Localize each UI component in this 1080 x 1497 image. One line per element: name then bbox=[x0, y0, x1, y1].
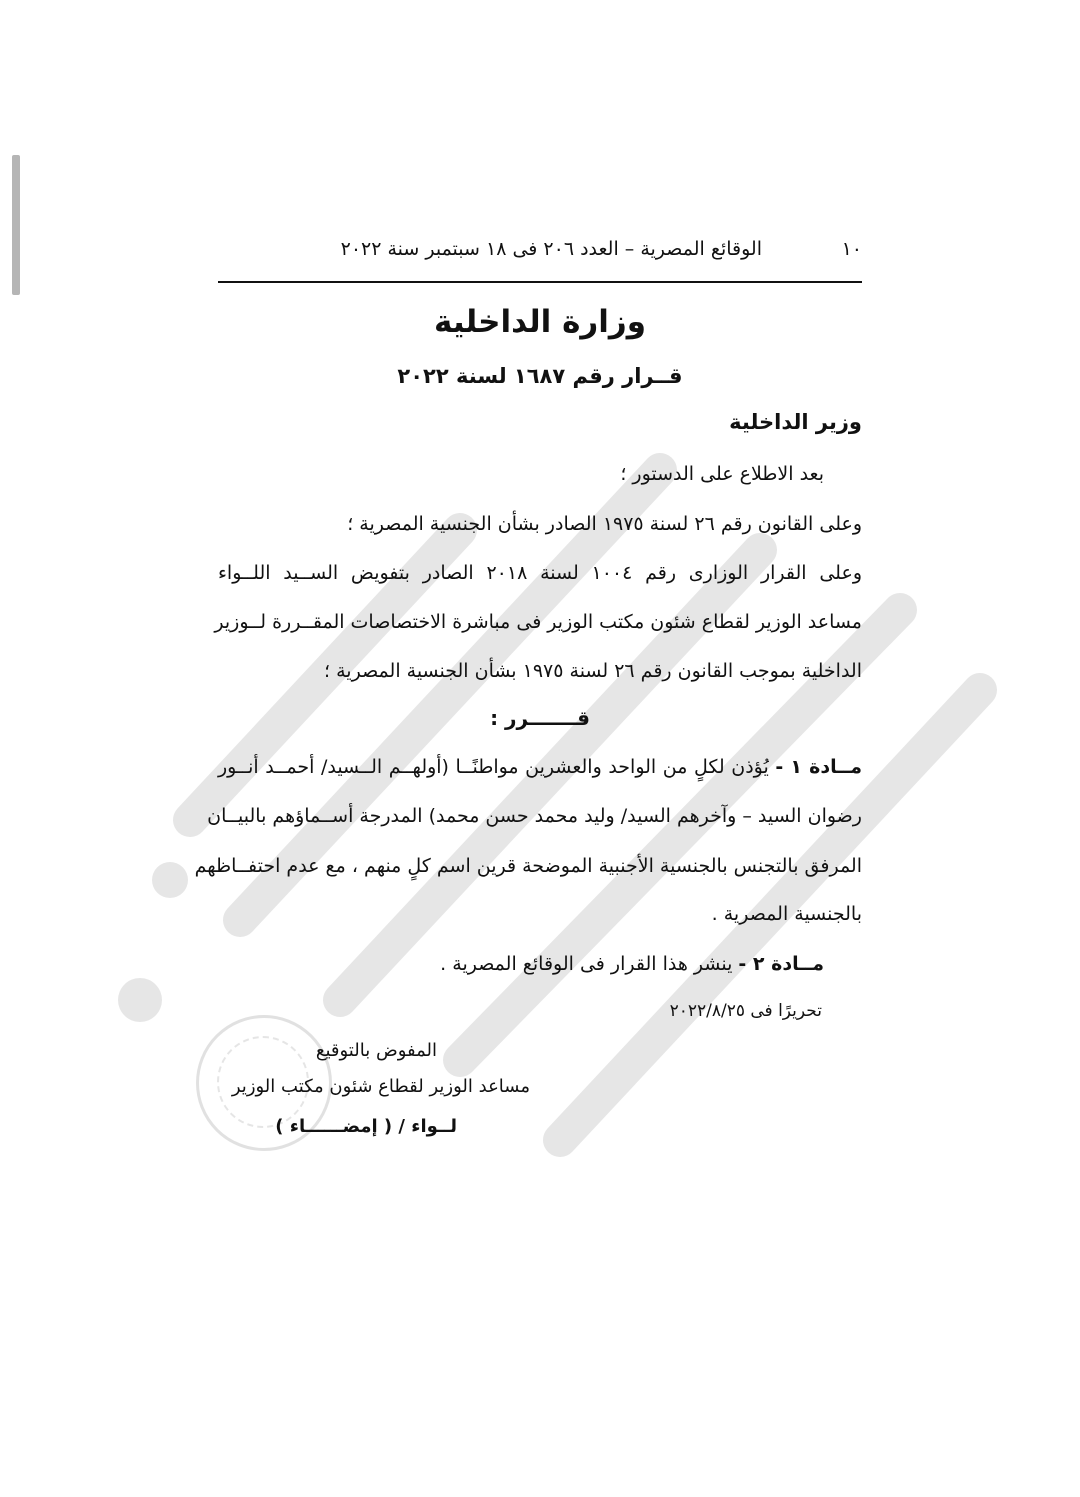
article-2-text: ينشر هذا القرار فى الوقائع المصرية . bbox=[440, 953, 733, 975]
page-edge-mark bbox=[12, 155, 20, 295]
article-1-line bbox=[218, 756, 862, 778]
page-number: ١٠ bbox=[841, 238, 862, 260]
signature-title: مساعد الوزير لقطاع شئون مكتب الوزير bbox=[231, 1076, 530, 1097]
ministry-title: وزارة الداخلية bbox=[434, 304, 646, 340]
article-1-label: مــادة ١ - bbox=[775, 756, 863, 778]
article-2-line bbox=[440, 953, 824, 975]
decides-heading: قـــــــرر : bbox=[490, 706, 590, 730]
article-1-line: بالجنسية المصرية . bbox=[711, 903, 862, 925]
article-1-line: المرفق بالتجنس بالجنسية الأجنبية الموضحة قرين اسم كلٍ منهم ، مع عدم احتفــاظهم bbox=[194, 855, 862, 877]
page-header bbox=[218, 238, 862, 270]
preamble-line: مساعد الوزير لقطاع شئون مكتب الوزير فى مباشرة الاختصاصات المقــررة لــوزير bbox=[214, 611, 862, 633]
article-1-line: رضوان السيد – وآخرهم السيد/ وليد محمد حسن محمد) المدرجة أســماؤهم بالبيــان bbox=[207, 805, 862, 827]
article-1-text: يُؤذن لكلٍ من الواحد والعشرين مواطنًــا (أولهــم الــسيد/ أحمــد أنــور bbox=[218, 756, 769, 778]
signature-rank: لــواء / ( إمضــــــاء ) bbox=[275, 1116, 457, 1137]
preamble-line: بعد الاطلاع على الدستور ؛ bbox=[620, 463, 824, 485]
issue-date: تحريرًا فى ٢٠٢٢/٨/٢٥ bbox=[669, 1001, 822, 1021]
gazette-header: الوقائع المصرية – العدد ٢٠٦ فى ١٨ سبتمبر سنة ٢٠٢٢ bbox=[340, 238, 762, 260]
signature-delegate: المفوض بالتوقيع bbox=[315, 1040, 437, 1061]
minister-heading: وزير الداخلية bbox=[729, 410, 862, 434]
preamble-line: وعلى القانون رقم ٢٦ لسنة ١٩٧٥ الصادر بشأن الجنسية المصرية ؛ bbox=[347, 513, 862, 535]
preamble-line: الداخلية بموجب القانون رقم ٢٦ لسنة ١٩٧٥ بشأن الجنسية المصرية ؛ bbox=[324, 660, 862, 682]
header-rule bbox=[218, 281, 862, 283]
article-2-label: مــادة ٢ - bbox=[738, 953, 824, 975]
decree-title: قــرار رقم ١٦٨٧ لسنة ٢٠٢٢ bbox=[397, 364, 683, 388]
preamble-line: وعلى القرار الوزارى رقم ١٠٠٤ لسنة ٢٠١٨ الصادر بتفويض الســيد اللــواء bbox=[218, 562, 862, 584]
